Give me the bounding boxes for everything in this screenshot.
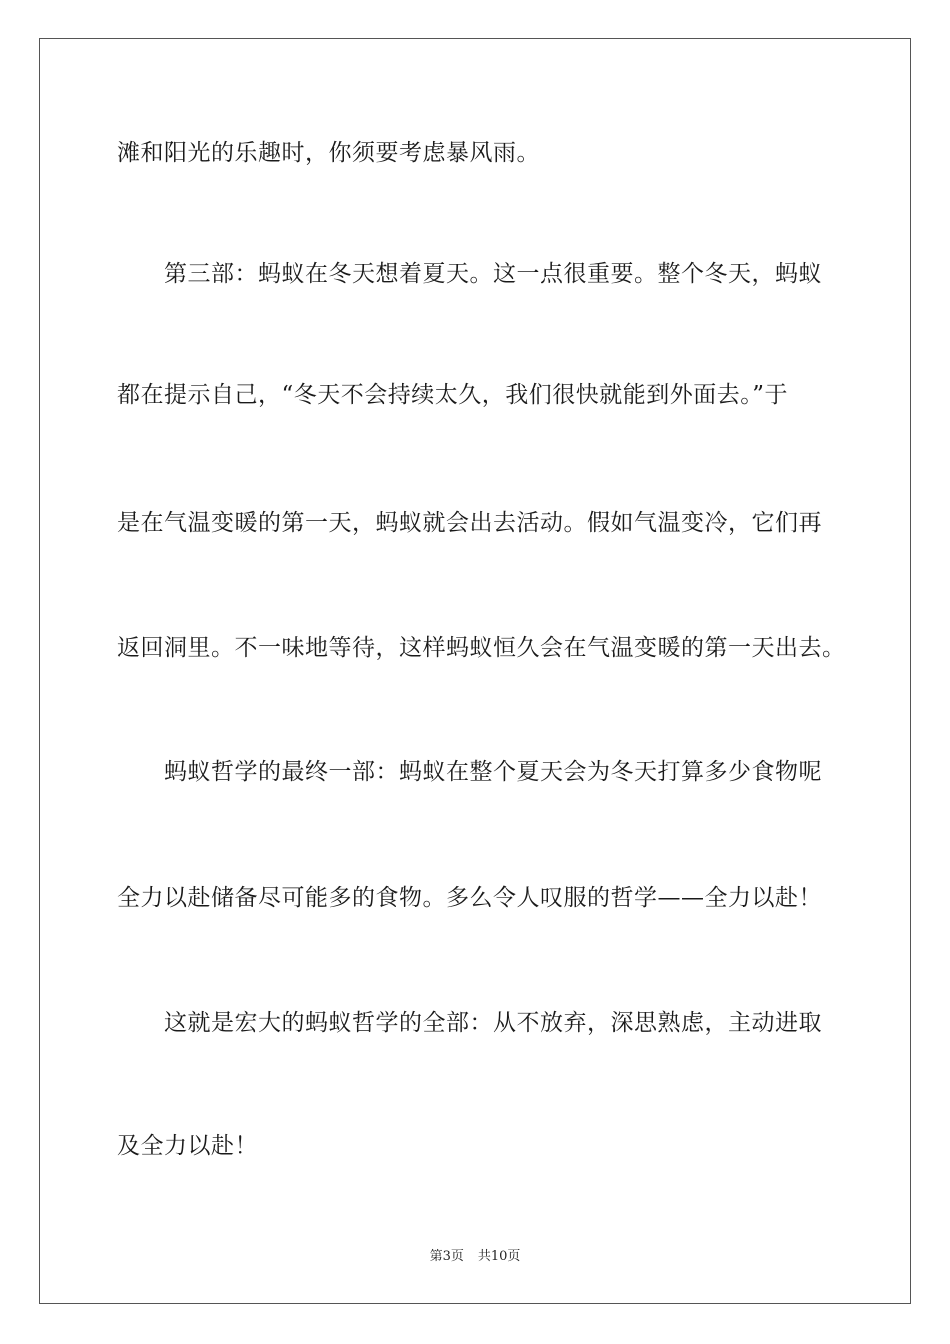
page-footer <box>0 1248 950 1266</box>
page-border <box>39 38 911 1304</box>
page-number: 第3页 <box>429 1249 464 1264</box>
text-line-4: 是在气温变暖的第一天，蚂蚁就会出去活动。假如气温变冷，它们再 <box>117 510 822 536</box>
page-total: 共10页 <box>477 1249 521 1264</box>
text-line-6: 蚂蚁哲学的最终一部：蚂蚁在整个夏天会为冬天打算多少食物呢 <box>117 759 822 785</box>
text-line-2: 第三部：蚂蚁在冬天想着夏天。这一点很重要。整个冬天，蚂蚁 <box>117 261 822 287</box>
text-line-9: 及全力以赴！ <box>117 1133 258 1159</box>
text-line-3: 都在提示自己，“冬天不会持续太久，我们很快就能到外面去。”于 <box>117 382 789 408</box>
text-line-5: 返回洞里。不一味地等待，这样蚂蚁恒久会在气温变暖的第一天出去。 <box>117 635 846 661</box>
text-line-8: 这就是宏大的蚂蚁哲学的全部：从不放弃，深思熟虑，主动进取 <box>117 1010 822 1036</box>
text-line-1: 滩和阳光的乐趣时，你须要考虑暴风雨。 <box>117 140 540 166</box>
text-line-7: 全力以赴储备尽可能多的食物。多么令人叹服的哲学——全力以赴！ <box>117 885 822 911</box>
